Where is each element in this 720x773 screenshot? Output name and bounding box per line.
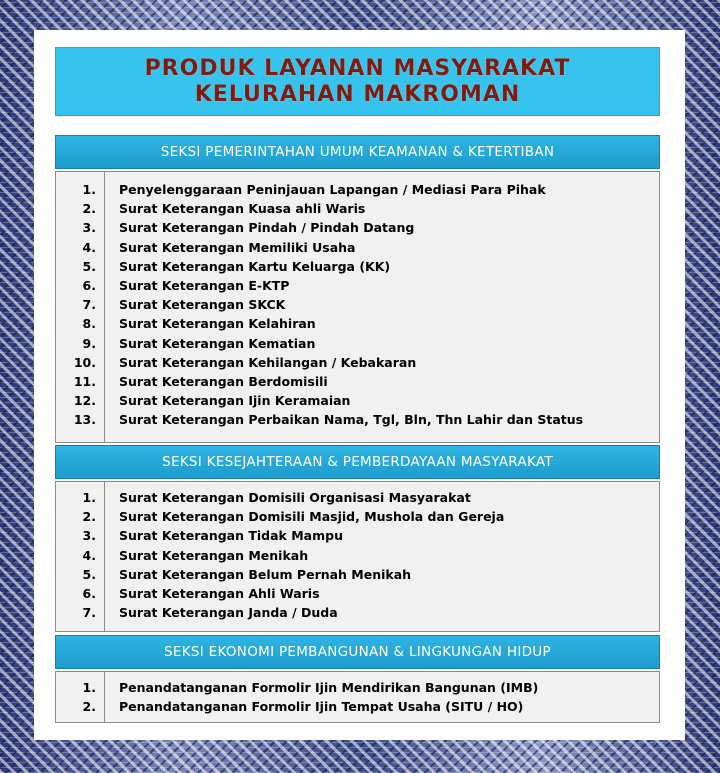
item-number: 2. xyxy=(82,201,96,217)
item-text: Surat Keterangan Berdomisili xyxy=(119,374,328,389)
item-text: Penandatanganan Formolir Ijin Tempat Usaha (SITU / HO) xyxy=(119,699,524,715)
list-item xyxy=(56,603,659,622)
item-number: 8. xyxy=(82,316,96,332)
item-number: 7. xyxy=(82,605,96,621)
item-text: Surat Keterangan Ijin Keramaian xyxy=(119,393,351,409)
item-text: Penandatanganan Formolir Ijin Mendirikan Bangunan (IMB) xyxy=(119,680,539,695)
list-item xyxy=(56,584,659,603)
section-list-1 xyxy=(55,171,660,443)
item-number: 2. xyxy=(82,699,96,715)
list-item xyxy=(56,565,659,584)
item-text: Surat Keterangan Tidak Mampu xyxy=(119,528,343,544)
item-text: Surat Keterangan Menikah xyxy=(119,547,309,563)
section-header-1: SEKSI PEMERINTAHAN UMUM KEAMANAN & KETERTIBAN xyxy=(55,135,660,169)
item-text: Surat Keterangan E-KTP xyxy=(119,278,290,293)
list-item xyxy=(56,238,659,257)
item-text: Surat Keterangan Belum Pernah Menikah xyxy=(119,566,412,582)
title-line-1: PRODUK LAYANAN MASYARAKAT xyxy=(144,55,571,81)
item-text: Surat Keterangan Domisili Masjid, Mushola dan Gereja xyxy=(119,509,505,525)
list-item xyxy=(56,678,659,697)
item-number: 3. xyxy=(82,220,96,236)
item-number: 12. xyxy=(73,393,96,409)
item-number: 4. xyxy=(82,239,96,255)
item-text: Surat Keterangan Domisili Organisasi Masyarakat xyxy=(119,490,471,505)
item-text: Surat Keterangan Kelahiran xyxy=(119,316,316,332)
item-text: Penyelenggaraan Peninjauan Lapangan / Mediasi Para Pihak xyxy=(119,182,546,197)
item-number: 6. xyxy=(82,278,96,293)
item-number: 9. xyxy=(82,335,96,351)
list-item xyxy=(56,180,659,199)
list-item xyxy=(56,507,659,526)
list-item xyxy=(56,334,659,353)
item-number: 13. xyxy=(73,412,96,428)
item-number: 5. xyxy=(82,566,96,582)
item-text: Surat Keterangan SKCK xyxy=(119,297,286,313)
item-text: Surat Keterangan Kehilangan / Kebakaran xyxy=(119,354,417,370)
list-item xyxy=(56,697,659,716)
item-number: 10. xyxy=(73,354,96,370)
list-item xyxy=(56,199,659,218)
list-item xyxy=(56,257,659,276)
item-number: 1. xyxy=(82,680,96,695)
item-number: 7. xyxy=(82,297,96,313)
title-banner xyxy=(55,47,660,116)
item-text: Surat Keterangan Kartu Keluarga (KK) xyxy=(119,258,391,274)
item-text: Surat Keterangan Ahli Waris xyxy=(119,586,320,601)
item-number: 1. xyxy=(82,182,96,197)
list-item xyxy=(56,546,659,565)
list-item xyxy=(56,295,659,314)
list-item xyxy=(56,218,659,237)
section-list-3 xyxy=(55,671,660,723)
item-text: Surat Keterangan Kematian xyxy=(119,335,316,351)
list-item xyxy=(56,410,659,429)
item-text: Surat Keterangan Kuasa ahli Waris xyxy=(119,201,366,217)
item-text: Surat Keterangan Perbaikan Nama, Tgl, Bln, Thn Lahir dan Status xyxy=(119,412,584,428)
item-number: 11. xyxy=(73,374,96,389)
list-item xyxy=(56,314,659,333)
list-item xyxy=(56,372,659,391)
item-text: Surat Keterangan Pindah / Pindah Datang xyxy=(119,220,415,236)
section-header-3: SEKSI EKONOMI PEMBANGUNAN & LINGKUNGAN HIDUP xyxy=(55,635,660,669)
section-header-2: SEKSI KESEJAHTERAAN & PEMBERDAYAAN MASYARAKAT xyxy=(55,445,660,479)
list-item xyxy=(56,276,659,295)
document-page xyxy=(34,30,685,740)
item-text: Surat Keterangan Memiliki Usaha xyxy=(119,239,356,255)
list-item xyxy=(56,391,659,410)
item-number: 2. xyxy=(82,509,96,525)
item-text: Surat Keterangan Janda / Duda xyxy=(119,605,338,621)
list-item xyxy=(56,488,659,507)
item-number: 3. xyxy=(82,528,96,544)
title-line-2: KELURAHAN MAKROMAN xyxy=(194,81,521,107)
list-item xyxy=(56,526,659,545)
item-number: 1. xyxy=(82,490,96,505)
item-number: 4. xyxy=(82,547,96,563)
list-item xyxy=(56,353,659,372)
item-number: 5. xyxy=(82,258,96,274)
section-list-2 xyxy=(55,481,660,632)
item-number: 6. xyxy=(82,586,96,601)
